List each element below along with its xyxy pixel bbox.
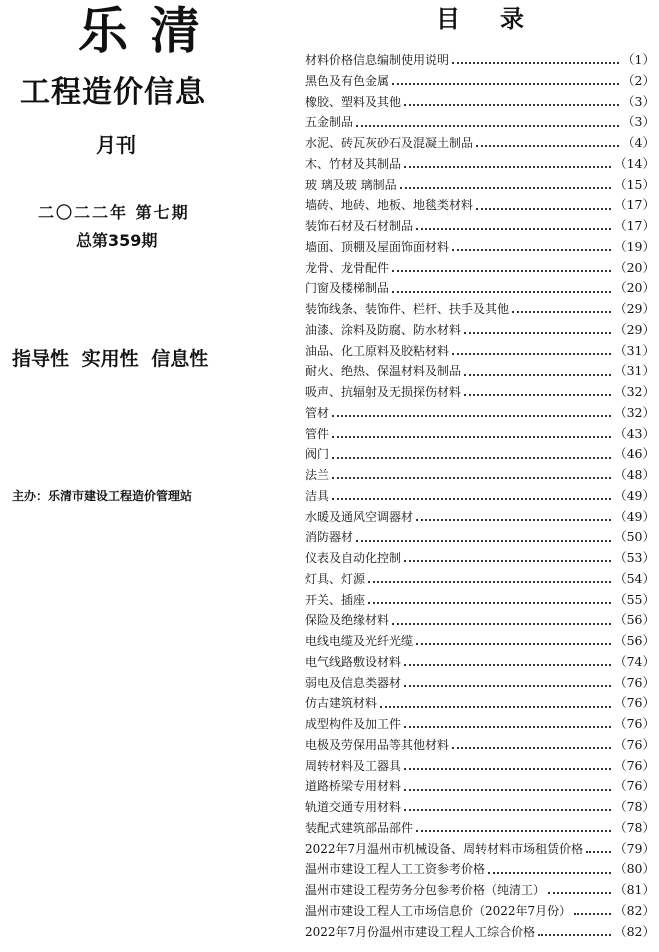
toc-entry-label: 弱电及信息类器材 xyxy=(305,675,402,690)
dot-leader xyxy=(488,862,611,874)
toc-entry-page: （32） xyxy=(614,384,655,399)
dot-leader xyxy=(368,592,611,604)
dot-leader xyxy=(404,675,611,687)
toc-entry-label: 龙骨、龙骨配件 xyxy=(305,260,390,275)
toc-entry[interactable] xyxy=(305,776,655,797)
dot-leader xyxy=(404,716,611,728)
toc-entry-page: （78） xyxy=(614,819,655,835)
dot-leader xyxy=(392,260,611,272)
dot-leader xyxy=(332,426,611,438)
toc-entry-label: 洁具 xyxy=(305,488,330,503)
toc-entry[interactable] xyxy=(305,922,655,943)
dot-leader xyxy=(356,530,611,542)
toc-entry-page: （15） xyxy=(614,176,655,192)
toc-entry-label: 管件 xyxy=(305,426,330,441)
toc-entry-label: 消防器材 xyxy=(305,530,354,545)
cover-panel xyxy=(0,0,290,952)
toc-entry[interactable] xyxy=(305,403,655,424)
toc-entry-label: 道路桥梁专用材料 xyxy=(305,779,402,794)
dot-leader xyxy=(392,73,619,85)
toc-entry-page: （29） xyxy=(614,321,655,337)
toc-entry-page: （76） xyxy=(614,757,655,773)
toc-entry-label: 水暖及通风空调器材 xyxy=(305,509,414,524)
dot-leader xyxy=(476,198,611,210)
dot-leader xyxy=(476,135,619,147)
toc-entry-page: （43） xyxy=(614,425,655,441)
toc-entry-page: （76） xyxy=(614,736,655,752)
table-of-contents xyxy=(305,0,655,952)
toc-entry[interactable] xyxy=(305,507,655,528)
toc-entry-label: 装配式建筑部品部件 xyxy=(305,820,414,835)
toc-entry-page: （14） xyxy=(614,155,655,171)
toc-entry[interactable] xyxy=(305,112,655,133)
toc-entry[interactable] xyxy=(305,50,655,71)
toc-entry-label: 五金制品 xyxy=(305,115,354,130)
toc-entry-label: 仪表及自动化控制 xyxy=(305,551,402,565)
toc-entry-page: （55） xyxy=(614,591,655,607)
dot-leader xyxy=(356,115,619,127)
toc-entry[interactable] xyxy=(305,465,655,486)
toc-entry[interactable] xyxy=(305,341,655,362)
toc-entry-page: （74） xyxy=(614,653,655,669)
toc-entry-page: （3） xyxy=(622,93,655,109)
dot-leader xyxy=(548,882,611,894)
toc-entry-label: 墙面、顶棚及屋面饰面材料 xyxy=(305,239,450,254)
toc-entry-page: （76） xyxy=(614,695,655,711)
toc-entry-label: 阀门 xyxy=(305,447,330,462)
toc-entry[interactable] xyxy=(305,299,655,320)
toc-entry-label: 2022年7月份温州市建设工程人工综合价格 xyxy=(305,924,536,939)
toc-entry-label: 装饰石材及石材制品 xyxy=(305,219,414,233)
toc-entry-label: 温州市建设工程人工工资参考价格 xyxy=(305,862,486,877)
toc-entry-page: （76） xyxy=(614,778,655,794)
toc-entry[interactable] xyxy=(305,569,655,590)
dot-leader xyxy=(404,550,611,562)
toc-entry-page: （76） xyxy=(614,674,655,690)
toc-entry-page: （19） xyxy=(614,238,655,254)
toc-entry[interactable] xyxy=(305,590,655,611)
dot-leader xyxy=(332,447,611,459)
dot-leader xyxy=(464,384,611,396)
toc-entry-page: （48） xyxy=(614,467,655,482)
toc-entry-page: （46） xyxy=(614,446,655,462)
issue-total: 总第359期 xyxy=(76,231,158,250)
toc-entry-label: 材料价格信息编制使用说明 xyxy=(305,53,450,67)
dot-leader xyxy=(380,696,611,708)
toc-entry-label: 灯具、灯源 xyxy=(305,571,366,586)
publication-subtitle: 工程造价信息 xyxy=(20,75,206,110)
toc-entry-page: （4） xyxy=(622,135,655,150)
toc-entry-label: 门窗及楼梯制品 xyxy=(305,281,390,296)
toc-entry-page: （29） xyxy=(614,301,655,316)
dot-leader xyxy=(416,633,611,645)
publication-frequency: 月刊 xyxy=(96,133,136,157)
toc-entry[interactable] xyxy=(305,133,655,154)
toc-entry[interactable] xyxy=(305,320,655,341)
toc-entry-label: 电线电缆及光纤光缆 xyxy=(305,634,414,648)
toc-entry[interactable] xyxy=(305,424,655,445)
dot-leader xyxy=(464,322,611,334)
toc-entry-label: 管材 xyxy=(305,405,330,420)
toc-entry[interactable] xyxy=(305,175,655,196)
toc-entry-page: （53） xyxy=(614,550,655,565)
toc-entry-label: 水泥、砖瓦灰砂石及混凝土制品 xyxy=(305,136,474,150)
toc-entry-page: （1） xyxy=(622,52,655,67)
toc-entry[interactable] xyxy=(305,527,655,548)
toc-entry[interactable] xyxy=(305,486,655,507)
toc-entry-label: 木、竹材及其制品 xyxy=(305,156,402,171)
toc-entry-label: 温州市建设工程劳务分包参考价格（纯清工） xyxy=(305,883,546,897)
toc-entry[interactable] xyxy=(305,71,655,92)
toc-entry-label: 电极及劳保用品等其他材料 xyxy=(305,737,450,752)
dot-leader xyxy=(332,488,611,500)
toc-entry-label: 周转材料及工器具 xyxy=(305,758,402,773)
toc-entry[interactable] xyxy=(305,735,655,756)
toc-entry-label: 墙砖、地砖、地板、地毯类材料 xyxy=(305,198,474,213)
dot-leader xyxy=(404,779,611,791)
toc-entry-label: 油品、化工原料及胶粘材料 xyxy=(305,343,450,358)
toc-entry-label: 玻 璃及玻 璃制品 xyxy=(305,177,397,192)
dot-leader xyxy=(512,301,611,313)
toc-entry[interactable] xyxy=(305,154,655,175)
toc-entry[interactable] xyxy=(305,361,655,382)
dot-leader xyxy=(404,94,619,106)
dot-leader xyxy=(404,654,611,666)
toc-entry-page: （17） xyxy=(614,218,655,233)
toc-entry[interactable] xyxy=(305,797,655,818)
toc-entry-page: （50） xyxy=(614,529,655,545)
dot-leader xyxy=(332,467,611,479)
dot-leader xyxy=(404,799,611,811)
dot-leader xyxy=(416,509,611,521)
toc-entry-label: 保险及绝缘材料 xyxy=(305,613,390,628)
dot-leader xyxy=(464,364,611,376)
dot-leader xyxy=(416,218,611,230)
toc-heading: 目录 xyxy=(436,4,564,33)
toc-entry-page: （54） xyxy=(614,570,655,586)
toc-entry[interactable] xyxy=(305,901,655,922)
dot-leader xyxy=(452,343,611,355)
toc-entry-page: （80） xyxy=(614,861,655,877)
toc-entry-page: （79） xyxy=(614,840,655,856)
toc-entry[interactable] xyxy=(305,631,655,652)
toc-entry[interactable] xyxy=(305,756,655,777)
dot-leader xyxy=(586,841,611,853)
toc-entry[interactable] xyxy=(305,859,655,880)
toc-entry-page: （31） xyxy=(614,342,655,358)
toc-entry-page: （3） xyxy=(622,114,655,130)
dot-leader xyxy=(574,903,611,915)
toc-entry-label: 油漆、涂料及防腐、防水材料 xyxy=(305,322,462,337)
toc-entry-label: 仿古建筑材料 xyxy=(305,696,378,711)
toc-entry-label: 法兰 xyxy=(305,468,330,482)
dot-leader xyxy=(400,177,611,189)
dot-leader xyxy=(416,820,611,832)
toc-entry[interactable] xyxy=(305,610,655,631)
toc-entry[interactable] xyxy=(305,278,655,299)
toc-entry[interactable] xyxy=(305,195,655,216)
toc-entry[interactable] xyxy=(305,382,655,403)
toc-entry[interactable] xyxy=(305,673,655,694)
toc-entry-label: 轨道交通专用材料 xyxy=(305,800,402,814)
toc-entry-page: （78） xyxy=(614,799,655,814)
toc-entry-page: （56） xyxy=(614,612,655,628)
slogan: 指导性 实用性 信息性 xyxy=(12,348,209,370)
dot-leader xyxy=(452,52,619,64)
toc-entry[interactable] xyxy=(305,444,655,465)
toc-entry-label: 2022年7月温州市机械设备、周转材料市场租赁价格 xyxy=(305,841,584,856)
toc-entry-page: （76） xyxy=(614,716,655,731)
dot-leader xyxy=(452,737,611,749)
toc-entry[interactable] xyxy=(305,818,655,839)
toc-entry[interactable] xyxy=(305,92,655,113)
toc-entry-page: （20） xyxy=(614,259,655,275)
toc-entry-page: （82） xyxy=(614,902,655,918)
toc-entry-page: （49） xyxy=(614,487,655,503)
toc-entry-label: 橡胶、塑料及其他 xyxy=(305,94,402,109)
toc-entry-page: （31） xyxy=(614,363,655,379)
dot-leader xyxy=(392,281,611,293)
toc-entry-page: （56） xyxy=(614,633,655,648)
publication-title: 乐清 xyxy=(78,2,222,60)
toc-entry-label: 成型构件及加工件 xyxy=(305,717,402,731)
toc-entry-page: （49） xyxy=(614,508,655,524)
toc-entry[interactable] xyxy=(305,237,655,258)
sponsor: 主办：乐清市建设工程造价管理站 xyxy=(12,489,193,503)
toc-entry[interactable] xyxy=(305,548,655,569)
toc-entry-label: 耐火、绝热、保温材料及制品 xyxy=(305,364,462,379)
toc-entry-page: （17） xyxy=(614,197,655,213)
toc-entry-page: （81） xyxy=(614,882,655,897)
toc-entry[interactable] xyxy=(305,258,655,279)
toc-entry-page: （2） xyxy=(622,72,655,88)
toc-list xyxy=(305,50,655,942)
toc-entry-label: 温州市建设工程人工市场信息价（2022年7月份） xyxy=(305,903,572,918)
toc-entry-page: （82） xyxy=(614,923,655,939)
issue-year: 二〇二二年 第七期 xyxy=(38,203,190,222)
dot-leader xyxy=(452,239,611,251)
toc-entry[interactable] xyxy=(305,652,655,673)
dot-leader xyxy=(404,758,611,770)
toc-entry-label: 黑色及有色金属 xyxy=(305,73,390,88)
dot-leader xyxy=(368,571,611,583)
toc-entry[interactable] xyxy=(305,693,655,714)
dot-leader xyxy=(404,156,611,168)
toc-entry-label: 装饰线条、装饰件、栏杆、扶手及其他 xyxy=(305,302,510,316)
toc-entry[interactable] xyxy=(305,839,655,860)
toc-entry-page: （32） xyxy=(614,404,655,420)
toc-entry-page: （20） xyxy=(614,280,655,296)
dot-leader xyxy=(392,613,611,625)
toc-entry-label: 电气线路敷设材料 xyxy=(305,654,402,669)
toc-entry-label: 开关、插座 xyxy=(305,592,366,607)
dot-leader xyxy=(332,405,611,417)
toc-entry[interactable] xyxy=(305,216,655,237)
toc-entry[interactable] xyxy=(305,714,655,735)
dot-leader xyxy=(538,924,611,936)
toc-entry-label: 吸声、抗辐射及无损探伤材料 xyxy=(305,385,462,399)
toc-entry[interactable] xyxy=(305,880,655,901)
